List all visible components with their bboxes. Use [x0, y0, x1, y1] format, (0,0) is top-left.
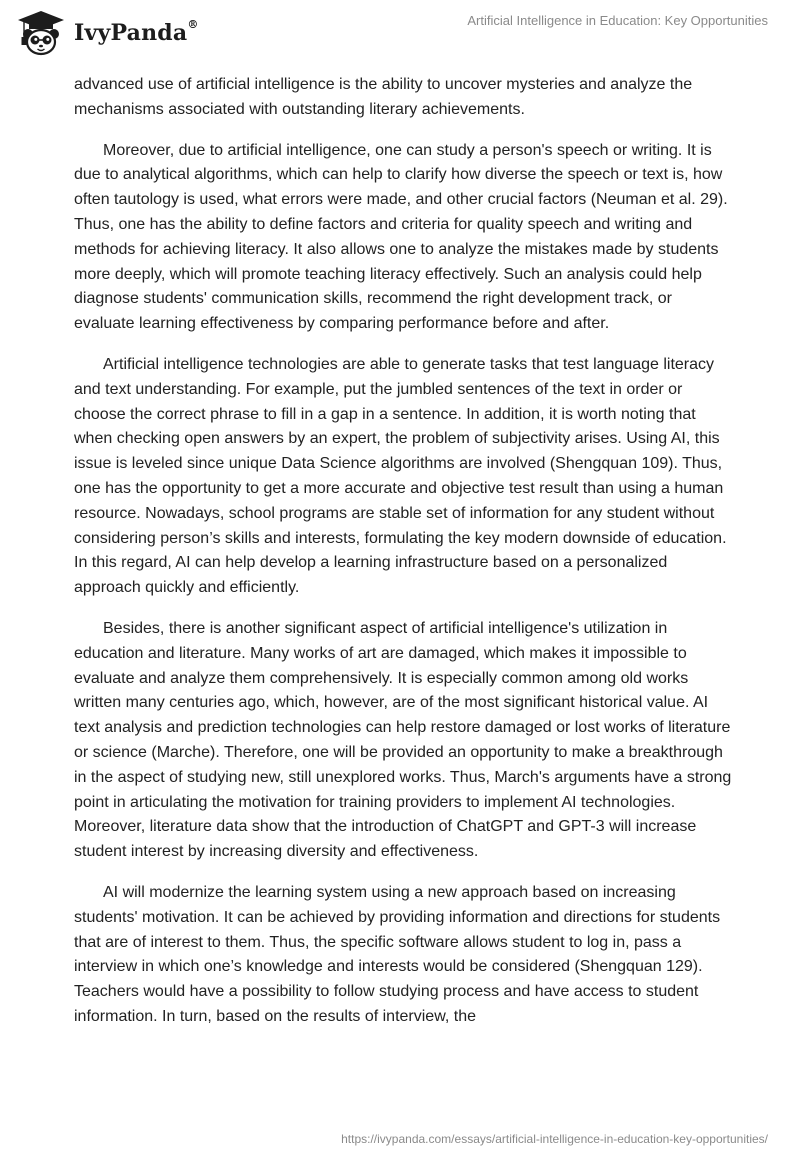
- paragraph: Artificial intelligence technologies are able to generate tasks that test language literacy and text understanding. For example, put the jumbled sentences of the text in order or choose the correct phrase to fill in a gap in a sentence. In addition, it is worth noting that when checking open answers by an expert, the problem of subjectivity arises. Using AI, this issue is leveled since unique Data Science algorithms are involved (Shengquan 109). Thus, one has the opportunity to get a more accurate and objective test result than using a human resource. Nowadays, school programs are stable set of information for any student without considering person’s skills and interests, formulating the key modern downside of education. In this regard, AI can help develop a learning infrastructure based on a personalized approach quickly and efficiently.: [74, 355, 727, 597]
- paragraph: advanced use of artificial intelligence is the ability to uncover mysteries and analyze the mechanisms associated with outstanding literary achievements.: [74, 76, 693, 118]
- paragraph: Moreover, due to artificial intelligence, one can study a person's speech or writing. It is due to analytical algorithms, which can help to clarify how diverse the speech or text is, how often tautology is used, what errors were made, and other crucial factors (Neuman et al. 29). Thus, one has the ability to define factors and criteria for quality speech and writing and methods for achieving literacy. It also allows one to analyze the mistakes made by students more deeply, which will promote teaching literacy effectively. Such an analysis could help diagnose students' communication skills, recommend the right development track, or evaluate learning effectiveness by comparing performance before and after.: [74, 141, 728, 333]
- paragraph: AI will modernize the learning system using a new approach based on increasing students' motivation. It can be achieved by providing information and directions for students that are of interest to them. Thus, the specific software allows student to log in, pass a interview in which one’s knowledge and interests would be considered (Shengquan 129). Teachers would have a possibility to follow studying process and have access to student information. In turn, based on the results of interview, the: [74, 883, 721, 1025]
- essay-body: [74, 73, 734, 1046]
- brand-name: IvyPanda®: [74, 18, 199, 46]
- document-title: Artificial Intelligence in Education: Key Opportunities: [467, 13, 768, 28]
- panda-graduate-icon: [14, 8, 68, 58]
- paragraph: Besides, there is another significant aspect of artificial intelligence's utilization in education and literature. Many works of art are damaged, which makes it impossible to evaluate and analyze them comprehensively. It is especially common among old works written many centuries ago, which, however, are of the most significant historical value. AI text analysis and prediction technologies can help restore damaged or lost works of literature or science (Marche). Therefore, one will be provided an opportunity to make a breakthrough in the aspect of studying new, still unexplored works. Thus, March's arguments have a strong point in articulating the motivation for training providers to implement AI technologies. Moreover, literature data show that the introduction of ChatGPT and GPT-3 will increase student interest by increasing diversity and effectiveness.: [74, 619, 732, 861]
- page-header: [0, 0, 800, 70]
- logo[interactable]: [14, 8, 199, 58]
- source-url[interactable]: https://ivypanda.com/essays/artificial-intelligence-in-education-key-opportunities/: [341, 1132, 768, 1146]
